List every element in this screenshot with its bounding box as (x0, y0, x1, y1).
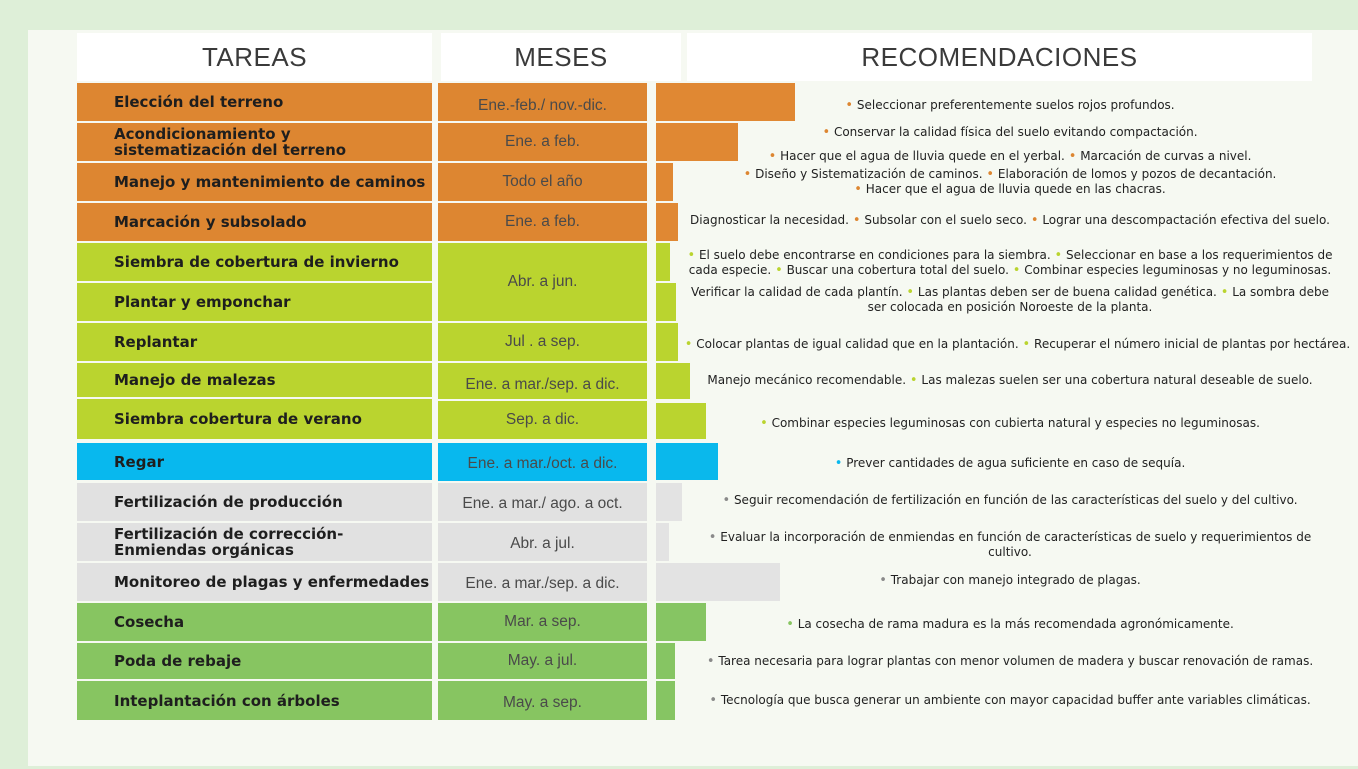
rec-fertilizacion-correccion (665, 529, 1355, 561)
task-replantar: Replantar (77, 323, 432, 361)
rec-text: La cosecha de rama madura es la más recomendada agronómicamente. (797, 616, 1234, 631)
rec-replantar (680, 336, 1355, 352)
rec-acondicionamiento-2 (665, 148, 1355, 164)
month-inteplantacion: May. a sep. (438, 681, 647, 720)
rec-siembra-invierno (665, 247, 1355, 279)
task-eleccion-terreno: Elección del terreno (77, 83, 432, 121)
rec-caminos (665, 166, 1355, 198)
rec-cosecha (665, 616, 1355, 632)
rec-text: Tarea necesaria para lograr plantas con menor volumen de madera y buscar renovación de ramas. (718, 653, 1314, 668)
task-manejo-malezas: Manejo de malezas (77, 363, 432, 397)
rec-poda (665, 653, 1355, 669)
rec-text: Manejo mecánico recomendable. (707, 372, 907, 387)
bullet-icon: • (986, 167, 995, 182)
bullet-icon: • (722, 492, 731, 508)
rec-text: Las plantas deben ser de buena calidad genética. (917, 285, 1217, 299)
bullet-icon: • (822, 124, 831, 140)
task-manejo-caminos: Manejo y mantenimiento de caminos (77, 163, 432, 201)
rec-marcacion (665, 212, 1355, 228)
bullet-icon: • (708, 530, 717, 545)
rec-monitoreo (665, 572, 1355, 588)
bullet-icon: • (845, 97, 854, 113)
task-regar: Regar (77, 443, 432, 480)
rec-acondicionamiento-1 (665, 124, 1355, 140)
month-acondicionamiento: Ene. a feb. (438, 123, 647, 161)
rec-text: Hacer que el agua de lluvia quede en las chacras. (865, 182, 1166, 196)
rec-text: El suelo debe encontrarse en condiciones para la siembra. (698, 248, 1051, 262)
rec-text: Tecnología que busca generar un ambiente con mayor capacidad buffer ante variables climáticas. (720, 692, 1311, 707)
task-fertilizacion-produccion: Fertilización de producción (77, 483, 432, 521)
month-replantar: Jul . a sep. (438, 323, 647, 361)
month-fertilizacion-produccion: Ene. a mar./ ago. a oct. (438, 483, 647, 521)
bullet-icon: • (1220, 285, 1229, 300)
rec-text: Seguir recomendación de fertilización en función de las características del suelo y del cultivo. (733, 492, 1298, 507)
month-monitoreo: Ene. a mar./sep. a dic. (438, 563, 647, 601)
month-siembra-verano: Sep. a dic. (438, 401, 647, 439)
rec-text: cada especie. (688, 263, 772, 277)
rec-fertilizacion-produccion (665, 492, 1355, 508)
rec-plantar (665, 284, 1355, 316)
month-poda: May. a jul. (438, 643, 647, 679)
bullet-icon: • (1030, 212, 1039, 228)
bullet-icon: • (909, 372, 918, 388)
month-marcacion: Ene. a feb. (438, 203, 647, 241)
task-acondicionamiento-label: Acondicionamiento y sistematización del terreno (114, 125, 347, 159)
bullet-icon: • (687, 248, 696, 263)
month-malezas: Ene. a mar./sep. a dic. (438, 363, 647, 399)
bullet-icon: • (743, 167, 752, 182)
task-plantar-emponchar: Plantar y emponchar (77, 283, 432, 321)
bullet-icon: • (854, 182, 862, 197)
task-poda-rebaje: Poda de rebaje (77, 643, 432, 679)
rec-text: Verificar la calidad de cada plantín. (690, 285, 903, 299)
task-cosecha: Cosecha (77, 603, 432, 641)
month-caminos: Todo el año (438, 163, 647, 201)
bullet-icon: • (1068, 148, 1077, 164)
task-monitoreo-plagas: Monitoreo de plagas y enfermedades (77, 563, 432, 601)
rec-text: Seleccionar preferentemente suelos rojos profundos. (856, 97, 1175, 112)
header-recommendations: RECOMENDACIONES (687, 33, 1312, 81)
rec-text: Combinar especies leguminosas con cubierta natural y especies no leguminosas. (771, 415, 1260, 430)
bullet-icon: • (879, 572, 887, 588)
rec-text: Lograr una descompactación efectiva del suelo. (1042, 212, 1330, 227)
month-fertilizacion-correccion: Abr. a jul. (438, 523, 647, 561)
task-marcacion-subsolado: Marcación y subsolado (77, 203, 432, 241)
task-inteplantacion: Inteplantación con árboles (77, 681, 432, 720)
rec-inteplantacion (665, 692, 1355, 708)
rec-text: Las malezas suelen ser una cobertura natural deseable de suelo. (921, 372, 1313, 387)
bar-replantar (656, 323, 678, 361)
rec-text: Marcación de curvas a nivel. (1080, 148, 1252, 163)
rec-siembra-verano (665, 415, 1355, 431)
bullet-icon: • (709, 692, 718, 708)
rec-regar (665, 455, 1355, 471)
rec-text: cultivo. (988, 545, 1032, 559)
task-siembra-verano: Siembra cobertura de verano (77, 399, 432, 439)
month-cosecha: Mar. a sep. (438, 603, 647, 641)
rec-text: Elaboración de lomos y pozos de decantación. (997, 167, 1277, 181)
rec-text: Trabajar con manejo integrado de plagas. (890, 572, 1141, 587)
rec-text: Colocar plantas de igual calidad que en la plantación. (696, 336, 1019, 351)
rec-text: Buscar una cobertura total del suelo. (786, 263, 1009, 277)
task-siembra-invierno: Siembra de cobertura de invierno (77, 243, 432, 281)
bullet-icon: • (852, 212, 861, 228)
bullet-icon: • (684, 336, 693, 352)
bullet-icon: • (760, 415, 768, 431)
bullet-icon: • (768, 148, 777, 164)
task-fertilizacion-correccion (77, 523, 432, 561)
rec-text: Hacer que el agua de lluvia quede en el yerbal. (780, 148, 1065, 163)
month-eleccion: Ene.-feb./ nov.-dic. (438, 83, 647, 121)
rec-text: Evaluar la incorporación de enmiendas en función de características de suelo y requerimientos de (720, 530, 1312, 544)
task-acondicionamiento (77, 123, 432, 161)
rec-text: Seleccionar en base a los requerimientos de (1066, 248, 1333, 262)
task-fertilizacion-correccion-label: Fertilización de corrección- Enmiendas orgánicas (114, 525, 344, 559)
rec-text: Diagnosticar la necesidad. (690, 212, 849, 227)
header-tasks: TAREAS (77, 33, 432, 81)
rec-malezas (665, 372, 1355, 388)
bullet-icon: • (834, 455, 843, 471)
bullet-icon: • (1022, 336, 1031, 352)
rec-text: Combinar especies leguminosas y no leguminosas. (1024, 263, 1332, 277)
bullet-icon: • (706, 653, 715, 669)
rec-text: ser colocada en posición Noroeste de la planta. (867, 300, 1153, 314)
bullet-icon: • (1012, 263, 1021, 278)
bullet-icon: • (775, 263, 783, 278)
bullet-icon: • (786, 616, 794, 632)
rec-eleccion (665, 97, 1355, 113)
rec-text: Diseño y Sistematización de caminos. (755, 167, 983, 181)
header-months: MESES (441, 33, 681, 81)
rec-text: Subsolar con el suelo seco. (864, 212, 1027, 227)
bullet-icon: • (1054, 248, 1063, 263)
rec-text: Prever cantidades de agua suficiente en caso de sequía. (846, 455, 1186, 470)
bullet-icon: • (906, 285, 915, 300)
rec-text: La sombra debe (1232, 285, 1330, 299)
rec-text: Recuperar el número inicial de plantas por hectárea. (1034, 336, 1351, 351)
month-siembra-plantar: Abr. a jun. (438, 243, 647, 321)
month-regar: Ene. a mar./oct. a dic. (438, 443, 647, 481)
rec-text: Conservar la calidad física del suelo evitando compactación. (833, 124, 1198, 139)
